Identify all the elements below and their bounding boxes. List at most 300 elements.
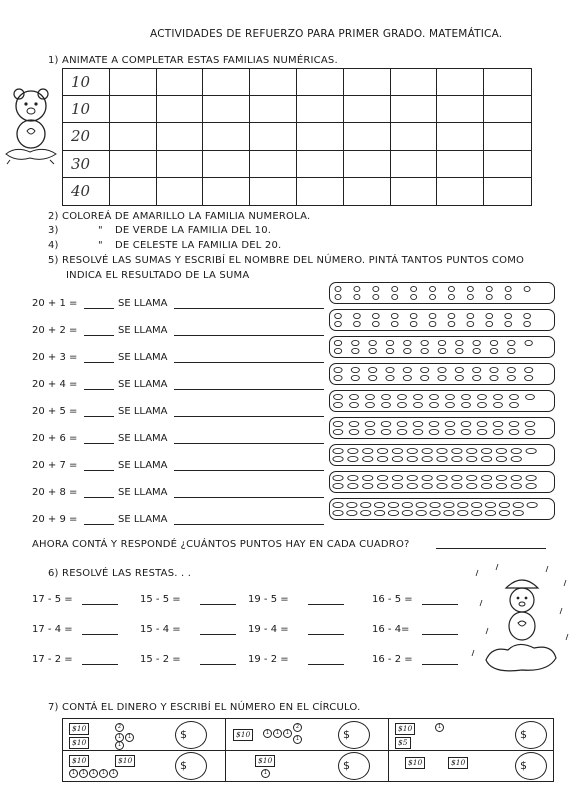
dot[interactable] (490, 375, 498, 380)
subtraction-answer-blank[interactable] (82, 604, 118, 605)
dot[interactable] (404, 340, 411, 345)
answer-circle[interactable]: $ (338, 721, 370, 749)
dot[interactable] (507, 367, 515, 372)
grid-cell[interactable] (110, 123, 157, 150)
grid-cell[interactable] (157, 178, 204, 205)
dot[interactable] (334, 367, 342, 372)
grid-cell[interactable] (63, 151, 110, 178)
dot[interactable] (373, 286, 379, 291)
dot[interactable] (404, 348, 411, 353)
dot[interactable] (422, 475, 432, 480)
dot[interactable] (421, 367, 429, 372)
dot[interactable] (445, 429, 455, 434)
dot[interactable] (388, 502, 398, 507)
dot[interactable] (407, 448, 417, 453)
grid-cell[interactable] (203, 96, 250, 123)
dot[interactable] (524, 313, 531, 318)
dot[interactable] (477, 421, 487, 426)
dot[interactable] (429, 421, 439, 426)
dot[interactable] (438, 348, 445, 353)
dot[interactable] (365, 429, 375, 434)
answer-line[interactable] (436, 548, 546, 549)
dot[interactable] (372, 313, 379, 318)
subtraction-answer-blank[interactable] (422, 604, 458, 605)
dot[interactable] (363, 475, 373, 480)
dot[interactable] (392, 294, 398, 299)
grid-cell[interactable] (250, 151, 297, 178)
dot[interactable] (422, 483, 432, 488)
number-name-line[interactable] (174, 362, 324, 363)
grid-cell[interactable] (250, 123, 297, 150)
dot[interactable] (496, 483, 506, 488)
dot[interactable] (437, 448, 447, 453)
dot[interactable] (375, 510, 385, 515)
dot[interactable] (372, 321, 379, 326)
grid-cell[interactable] (391, 96, 438, 123)
sum-answer-blank[interactable] (84, 362, 114, 363)
dot[interactable] (527, 502, 537, 507)
dot[interactable] (473, 348, 480, 353)
dot[interactable] (467, 483, 477, 488)
dot[interactable] (381, 429, 391, 434)
sum-answer-blank[interactable] (84, 416, 114, 417)
subtraction-answer-blank[interactable] (200, 664, 236, 665)
grid-cell[interactable] (157, 123, 204, 150)
dot[interactable] (452, 475, 462, 480)
dot[interactable] (507, 375, 515, 380)
dot[interactable] (496, 448, 506, 453)
dot[interactable] (430, 294, 436, 299)
number-name-line[interactable] (174, 389, 324, 390)
dot[interactable] (461, 429, 471, 434)
grid-cell[interactable] (157, 96, 204, 123)
dot[interactable] (377, 483, 387, 488)
dot[interactable] (350, 394, 359, 399)
dot[interactable] (369, 348, 376, 353)
dot[interactable] (490, 367, 498, 372)
dot[interactable] (493, 429, 503, 434)
dot[interactable] (513, 510, 523, 515)
sum-answer-blank[interactable] (84, 335, 114, 336)
dot[interactable] (333, 502, 343, 507)
grid-cell[interactable] (297, 178, 344, 205)
dot[interactable] (334, 340, 341, 345)
dot[interactable] (526, 448, 536, 453)
dot[interactable] (525, 340, 532, 345)
sum-answer-blank[interactable] (84, 389, 114, 390)
dot[interactable] (354, 294, 360, 299)
dot[interactable] (508, 348, 515, 353)
dot[interactable] (525, 421, 535, 426)
grid-cell[interactable] (297, 96, 344, 123)
number-name-line[interactable] (174, 470, 324, 471)
dot[interactable] (392, 456, 402, 461)
dot[interactable] (526, 394, 535, 399)
dot[interactable] (347, 510, 357, 515)
dot[interactable] (403, 367, 411, 372)
dot[interactable] (481, 475, 491, 480)
dot[interactable] (444, 502, 454, 507)
grid-cell[interactable] (157, 69, 204, 96)
subtraction-answer-blank[interactable] (308, 664, 344, 665)
dot[interactable] (452, 448, 462, 453)
dot[interactable] (490, 340, 497, 345)
sum-answer-blank[interactable] (84, 470, 114, 471)
dot[interactable] (481, 448, 491, 453)
dot[interactable] (410, 321, 417, 326)
dot[interactable] (407, 483, 417, 488)
answer-circle[interactable]: $ (175, 752, 207, 780)
dot[interactable] (486, 294, 492, 299)
dot[interactable] (472, 510, 482, 515)
grid-cell[interactable] (437, 178, 484, 205)
grid-cell[interactable] (203, 151, 250, 178)
dot[interactable] (481, 483, 491, 488)
grid-cell[interactable] (157, 151, 204, 178)
dot[interactable] (505, 294, 511, 299)
dot[interactable] (333, 429, 343, 434)
number-name-line[interactable] (174, 443, 324, 444)
dot[interactable] (392, 483, 402, 488)
subtraction-answer-blank[interactable] (308, 604, 344, 605)
dot[interactable] (351, 375, 359, 380)
dot[interactable] (369, 340, 376, 345)
subtraction-answer-blank[interactable] (82, 634, 118, 635)
dot[interactable] (526, 483, 536, 488)
dot[interactable] (525, 367, 533, 372)
dot[interactable] (392, 448, 402, 453)
dot[interactable] (416, 510, 426, 515)
dot[interactable] (467, 313, 474, 318)
grid-cell[interactable] (391, 178, 438, 205)
dot[interactable] (462, 402, 471, 407)
subtraction-answer-blank[interactable] (200, 604, 236, 605)
dot[interactable] (467, 475, 477, 480)
dot[interactable] (505, 313, 512, 318)
dot[interactable] (334, 375, 342, 380)
dot[interactable] (354, 286, 360, 291)
dot[interactable] (413, 429, 423, 434)
dot[interactable] (333, 456, 343, 461)
dot[interactable] (478, 394, 487, 399)
dot[interactable] (499, 510, 509, 515)
grid-cell[interactable] (484, 178, 531, 205)
dot[interactable] (386, 348, 393, 353)
dot[interactable] (333, 421, 343, 426)
dot[interactable] (455, 367, 463, 372)
dot[interactable] (369, 367, 377, 372)
dot[interactable] (377, 456, 387, 461)
dot[interactable] (430, 502, 440, 507)
dot[interactable] (349, 421, 359, 426)
answer-circle[interactable]: $ (515, 721, 547, 749)
dot[interactable] (462, 394, 471, 399)
subtraction-answer-blank[interactable] (308, 634, 344, 635)
grid-cell[interactable] (344, 96, 391, 123)
grid-cell[interactable] (391, 123, 438, 150)
dot[interactable] (366, 402, 375, 407)
dot[interactable] (481, 456, 491, 461)
dot[interactable] (363, 448, 373, 453)
dot[interactable] (524, 321, 531, 326)
answer-circle[interactable]: $ (175, 721, 207, 749)
dot[interactable] (513, 502, 523, 507)
dot[interactable] (410, 313, 417, 318)
dot[interactable] (430, 402, 439, 407)
dot[interactable] (437, 475, 447, 480)
dot[interactable] (373, 294, 379, 299)
grid-cell[interactable] (110, 151, 157, 178)
dot[interactable] (429, 321, 436, 326)
dot[interactable] (354, 313, 361, 318)
grid-cell[interactable] (297, 151, 344, 178)
dot[interactable] (438, 375, 446, 380)
dot[interactable] (473, 340, 480, 345)
number-name-line[interactable] (174, 308, 324, 309)
dot[interactable] (505, 321, 512, 326)
dot[interactable] (473, 375, 481, 380)
grid-cell[interactable] (110, 69, 157, 96)
dot[interactable] (421, 375, 429, 380)
dot[interactable] (508, 340, 515, 345)
dot[interactable] (448, 321, 455, 326)
dot[interactable] (333, 510, 343, 515)
dot[interactable] (505, 286, 511, 291)
dot[interactable] (510, 402, 519, 407)
grid-cell[interactable] (391, 69, 438, 96)
dot[interactable] (448, 286, 454, 291)
dot[interactable] (467, 286, 473, 291)
grid-cell[interactable] (484, 69, 531, 96)
dot[interactable] (422, 448, 432, 453)
dot[interactable] (446, 402, 455, 407)
dot[interactable] (363, 456, 373, 461)
sum-answer-blank[interactable] (84, 308, 114, 309)
dot[interactable] (511, 483, 521, 488)
dot[interactable] (461, 421, 471, 426)
dot[interactable] (486, 313, 493, 318)
dot[interactable] (411, 294, 417, 299)
dot[interactable] (511, 456, 521, 461)
dot[interactable] (403, 375, 411, 380)
dot[interactable] (350, 402, 359, 407)
dot[interactable] (467, 321, 474, 326)
dot[interactable] (386, 367, 394, 372)
dot[interactable] (452, 456, 462, 461)
dot[interactable] (458, 510, 468, 515)
grid-cell[interactable] (344, 178, 391, 205)
dot[interactable] (429, 429, 439, 434)
dot[interactable] (511, 448, 521, 453)
dot[interactable] (348, 456, 358, 461)
dot[interactable] (467, 294, 473, 299)
dot[interactable] (438, 367, 446, 372)
dot[interactable] (437, 456, 447, 461)
grid-cell[interactable] (437, 69, 484, 96)
dot[interactable] (430, 286, 436, 291)
dot[interactable] (365, 421, 375, 426)
dot[interactable] (333, 448, 343, 453)
dot[interactable] (494, 394, 503, 399)
dot[interactable] (398, 394, 407, 399)
dot[interactable] (458, 502, 468, 507)
dot[interactable] (524, 286, 530, 291)
dot[interactable] (402, 510, 412, 515)
dot[interactable] (448, 294, 454, 299)
dot[interactable] (416, 502, 426, 507)
dot[interactable] (452, 483, 462, 488)
dot[interactable] (398, 402, 407, 407)
dot[interactable] (348, 448, 358, 453)
number-name-line[interactable] (174, 497, 324, 498)
dot[interactable] (335, 321, 342, 326)
grid-cell[interactable] (250, 69, 297, 96)
dot[interactable] (348, 483, 358, 488)
dot[interactable] (467, 456, 477, 461)
grid-cell[interactable] (63, 123, 110, 150)
dot[interactable] (486, 286, 492, 291)
dot[interactable] (448, 313, 455, 318)
dot[interactable] (347, 502, 357, 507)
dot[interactable] (382, 402, 391, 407)
grid-cell[interactable] (344, 151, 391, 178)
dot[interactable] (509, 421, 519, 426)
grid-cell[interactable] (391, 151, 438, 178)
subtraction-answer-blank[interactable] (82, 664, 118, 665)
dot[interactable] (397, 421, 407, 426)
dot[interactable] (422, 456, 432, 461)
answer-circle[interactable]: $ (338, 752, 370, 780)
dot[interactable] (438, 340, 445, 345)
dot[interactable] (496, 456, 506, 461)
dot[interactable] (413, 421, 423, 426)
dot[interactable] (430, 394, 439, 399)
dot[interactable] (386, 375, 394, 380)
grid-cell[interactable] (484, 96, 531, 123)
grid-cell[interactable] (203, 123, 250, 150)
grid-cell[interactable] (110, 178, 157, 205)
dot[interactable] (335, 286, 341, 291)
dot[interactable] (467, 448, 477, 453)
dot[interactable] (472, 502, 482, 507)
sum-answer-blank[interactable] (84, 497, 114, 498)
dot[interactable] (407, 456, 417, 461)
sum-answer-blank[interactable] (84, 524, 114, 525)
dot[interactable] (334, 394, 343, 399)
dot[interactable] (414, 394, 423, 399)
dot[interactable] (348, 475, 358, 480)
dot[interactable] (493, 421, 503, 426)
dot[interactable] (375, 502, 385, 507)
grid-cell[interactable] (484, 151, 531, 178)
dot[interactable] (388, 510, 398, 515)
number-name-line[interactable] (174, 524, 324, 525)
dot[interactable] (478, 402, 487, 407)
dot[interactable] (349, 429, 359, 434)
dot[interactable] (361, 502, 371, 507)
dot[interactable] (363, 483, 373, 488)
dot[interactable] (486, 321, 493, 326)
grid-cell[interactable] (63, 69, 110, 96)
grid-cell[interactable] (110, 96, 157, 123)
grid-cell[interactable] (344, 69, 391, 96)
dot[interactable] (333, 475, 343, 480)
number-name-line[interactable] (174, 335, 324, 336)
dot[interactable] (485, 502, 495, 507)
grid-cell[interactable] (203, 178, 250, 205)
dot[interactable] (381, 421, 391, 426)
grid-cell[interactable] (484, 123, 531, 150)
dot[interactable] (391, 321, 398, 326)
dot[interactable] (352, 340, 359, 345)
dot[interactable] (430, 510, 440, 515)
grid-cell[interactable] (344, 123, 391, 150)
grid-cell[interactable] (250, 178, 297, 205)
dot[interactable] (402, 502, 412, 507)
dot[interactable] (414, 402, 423, 407)
dot[interactable] (477, 429, 487, 434)
dot[interactable] (392, 286, 398, 291)
dot[interactable] (382, 394, 391, 399)
dot[interactable] (429, 313, 436, 318)
number-name-line[interactable] (174, 416, 324, 417)
dot[interactable] (335, 313, 342, 318)
grid-cell[interactable] (63, 96, 110, 123)
grid-cell[interactable] (437, 96, 484, 123)
dot[interactable] (437, 483, 447, 488)
dot[interactable] (445, 421, 455, 426)
subtraction-answer-blank[interactable] (422, 634, 458, 635)
dot[interactable] (369, 375, 377, 380)
subtraction-answer-blank[interactable] (200, 634, 236, 635)
dot[interactable] (456, 340, 463, 345)
grid-cell[interactable] (63, 178, 110, 205)
dot[interactable] (525, 429, 535, 434)
dot[interactable] (366, 394, 375, 399)
dot[interactable] (377, 448, 387, 453)
grid-cell[interactable] (203, 69, 250, 96)
dot[interactable] (473, 367, 481, 372)
dot[interactable] (499, 502, 509, 507)
dot[interactable] (444, 510, 454, 515)
dot[interactable] (455, 375, 463, 380)
dot[interactable] (397, 429, 407, 434)
dot[interactable] (386, 340, 393, 345)
dot[interactable] (490, 348, 497, 353)
dot[interactable] (333, 483, 343, 488)
grid-cell[interactable] (437, 151, 484, 178)
dot[interactable] (354, 321, 361, 326)
dot[interactable] (496, 475, 506, 480)
dot[interactable] (392, 475, 402, 480)
dot[interactable] (411, 286, 417, 291)
dot[interactable] (509, 429, 519, 434)
subtraction-answer-blank[interactable] (422, 664, 458, 665)
dot[interactable] (391, 313, 398, 318)
dot[interactable] (485, 510, 495, 515)
dot[interactable] (525, 375, 533, 380)
dot[interactable] (335, 294, 341, 299)
grid-cell[interactable] (250, 96, 297, 123)
dot[interactable] (421, 340, 428, 345)
answer-circle[interactable]: $ (515, 752, 547, 780)
sum-answer-blank[interactable] (84, 443, 114, 444)
dot[interactable] (511, 475, 521, 480)
dot[interactable] (351, 367, 359, 372)
dot[interactable] (421, 348, 428, 353)
grid-cell[interactable] (297, 123, 344, 150)
grid-cell[interactable] (297, 69, 344, 96)
